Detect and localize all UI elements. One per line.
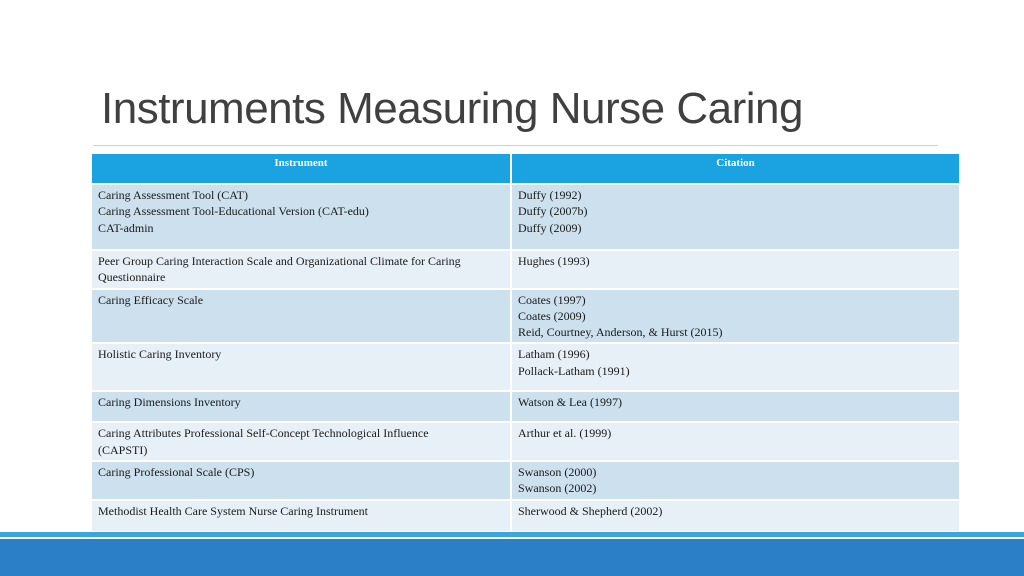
table-row: [92, 499, 959, 531]
instrument-line: Caring Assessment Tool-Educational Version (CAT-edu): [98, 204, 369, 219]
instrument-line: Caring Assessment Tool (CAT): [98, 188, 248, 202]
citation-line: Swanson (2002): [518, 481, 597, 496]
slide-title: Instruments Measuring Nurse Caring: [101, 84, 803, 133]
table-row: [92, 288, 959, 343]
citation-cell: [512, 249, 959, 288]
footer-accent-line: [0, 532, 1024, 537]
header-instrument: Instrument: [92, 154, 512, 183]
instrument-line: Questionnaire: [98, 270, 166, 285]
citation-line: Reid, Courtney, Anderson, & Hurst (2015): [518, 325, 723, 340]
instrument-line: Holistic Caring Inventory: [98, 347, 222, 362]
citation-line: Arthur et al. (1999): [518, 426, 612, 441]
table-row: [92, 249, 959, 288]
instrument-line: Peer Group Caring Interaction Scale and Organizational Climate for Caring: [98, 254, 461, 268]
citation-cell: [512, 499, 959, 531]
table-row: [92, 460, 959, 499]
table-header-row: [92, 154, 959, 183]
citation-cell: [512, 421, 959, 460]
table-row: [92, 183, 959, 249]
citation-line: Coates (1997): [518, 292, 586, 307]
citation-line: Duffy (2007b): [518, 204, 588, 219]
citation-cell: [512, 342, 959, 390]
instrument-line: Caring Professional Scale (CPS): [98, 465, 255, 480]
instrument-line: Caring Attributes Professional Self-Concept Technological Influence: [98, 426, 429, 441]
header-citation: Citation: [512, 154, 959, 183]
instrument-cell: [92, 421, 512, 460]
citation-cell: [512, 183, 959, 249]
instrument-cell: [92, 183, 512, 249]
instrument-cell: [92, 249, 512, 288]
table-row: [92, 421, 959, 460]
citation-line: Watson & Lea (1997): [518, 395, 623, 410]
instrument-cell: [92, 499, 512, 531]
instrument-line: Methodist Health Care System Nurse Caring Instrument: [98, 503, 368, 518]
citation-line: Pollack-Latham (1991): [518, 363, 630, 378]
citation-line: Hughes (1993): [518, 254, 590, 268]
citation-line: Swanson (2000): [518, 465, 597, 480]
table-row: [92, 390, 959, 421]
citation-cell: [512, 390, 959, 421]
instrument-line: Caring Efficacy Scale: [98, 292, 204, 307]
instrument-cell: [92, 342, 512, 390]
citation-cell: [512, 288, 959, 343]
title-divider: [93, 145, 938, 146]
citation-line: Coates (2009): [518, 308, 586, 323]
table-row: [92, 342, 959, 390]
citation-line: Duffy (2009): [518, 220, 582, 235]
citation-cell: [512, 460, 959, 499]
instruments-table: [92, 154, 959, 531]
instrument-line: (CAPSTI): [98, 442, 148, 457]
footer-bar: [0, 539, 1024, 576]
instrument-cell: [92, 460, 512, 499]
instrument-cell: [92, 390, 512, 421]
citation-line: Latham (1996): [518, 347, 590, 362]
instrument-cell: [92, 288, 512, 343]
instrument-line: CAT-admin: [98, 220, 154, 235]
instrument-line: Caring Dimensions Inventory: [98, 395, 241, 410]
citation-line: Duffy (1992): [518, 188, 582, 202]
citation-line: Sherwood & Shepherd (2002): [518, 503, 663, 518]
